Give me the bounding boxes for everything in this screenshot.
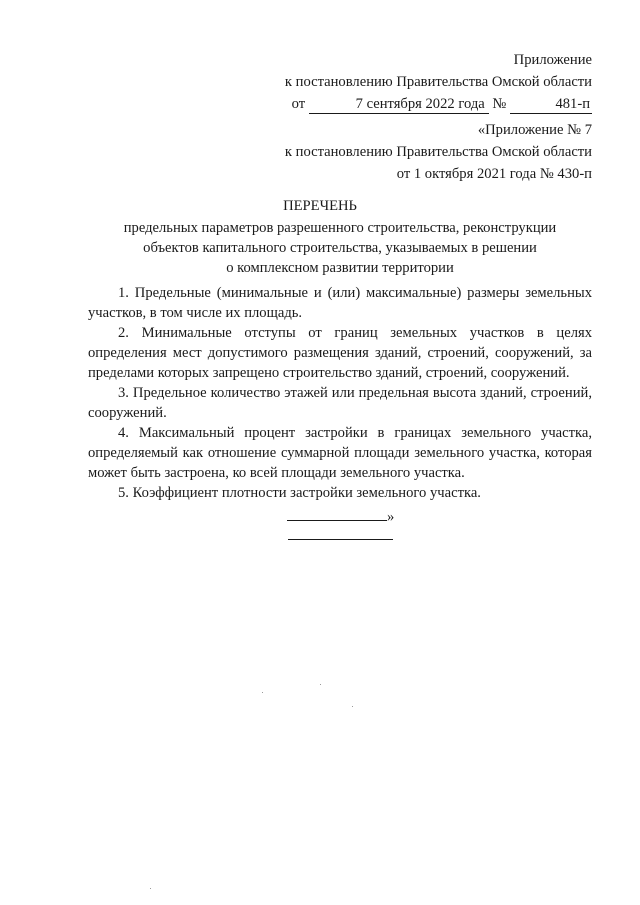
resolution-number: 481-п: [510, 96, 592, 114]
list-item: 2. Минимальные отступы от границ земельных участков в целях определения мест допустимого размещения зданий, строений, сооружений, за пределами которых запрещено строительство зданий, строений, сооружений.: [88, 325, 592, 381]
appendix-resolution-ref: к постановлению Правительства Омской области: [284, 74, 592, 90]
quoted-resolution-date: от 1 октября 2021 года № 430-п: [396, 166, 592, 182]
quoted-appendix-label: «Приложение № 7: [477, 122, 592, 138]
list-item: 3. Предельное количество этажей или предельная высота зданий, строений, сооружений.: [88, 385, 592, 421]
scan-speck: [320, 684, 321, 685]
title-line-1: предельных параметров разрешенного строительства, реконструкции: [123, 220, 557, 236]
scan-speck: [150, 888, 151, 889]
list-item: 4. Максимальный процент застройки в границах земельного участка, определяемый как отношение суммарной площади земельного участка, которая может быть застроена, ко всей площади земельного участка.: [88, 425, 592, 481]
title-heading: ПЕРЕЧЕНЬ: [283, 198, 357, 214]
document-title: [0, 196, 640, 278]
appendix-label: Приложение: [513, 52, 592, 68]
quoted-resolution-ref: к постановлению Правительства Омской области: [284, 144, 592, 160]
title-line-2: объектов капитального строительства, указываемых в решении: [143, 240, 537, 256]
resolution-date: 7 сентября 2022 года: [309, 96, 489, 114]
parameters-list: [88, 283, 592, 503]
closing-quote-line: [287, 508, 399, 526]
title-line-3: о комплексном развитии территории: [226, 260, 454, 276]
end-separator-rule: [288, 539, 393, 540]
scan-speck: [352, 706, 353, 707]
appendix-header: [285, 49, 592, 115]
quoted-appendix-header: [285, 119, 592, 185]
number-sign: №: [492, 96, 507, 112]
list-item: 1. Предельные (минимальные и (или) максимальные) размеры земельных участков, в том числе их площадь.: [88, 285, 592, 321]
appendix-date-number-line: [285, 93, 592, 115]
from-prefix: от: [291, 96, 306, 112]
scan-speck: [262, 692, 263, 693]
closing-quote: »: [387, 509, 395, 525]
list-item: 5. Коэффициент плотности застройки земельного участка.: [118, 485, 481, 501]
closing-rule: [287, 508, 387, 521]
